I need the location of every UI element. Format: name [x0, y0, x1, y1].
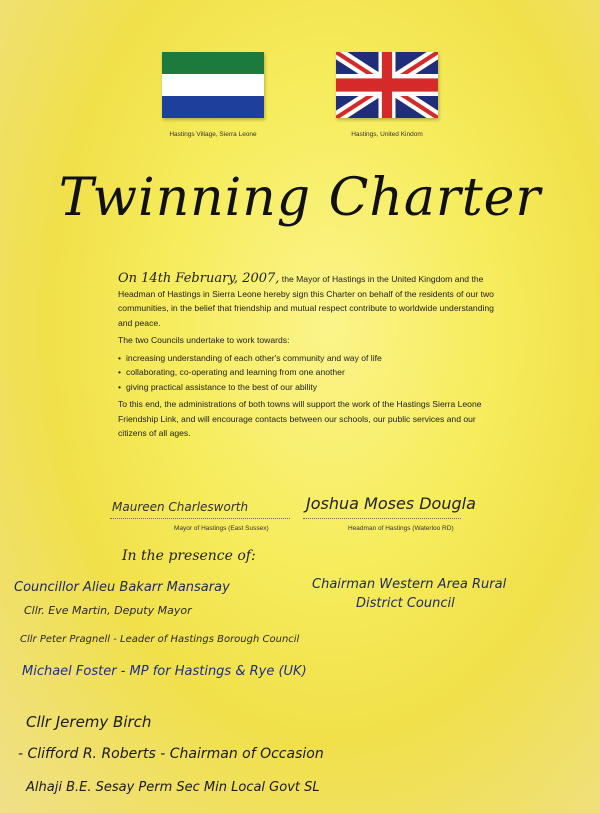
mayor-caption: Mayor of Hastings (East Sussex)	[174, 525, 269, 532]
mayor-signature-line	[110, 518, 290, 520]
witness-5: Cllr Peter Pragnell - Leader of Hastings Borough Council	[20, 634, 300, 645]
witness-7: Cllr Jeremy Birch	[26, 713, 152, 731]
headman-caption: Headman of Hastings (Waterloo RD)	[348, 525, 454, 532]
date-lead: On 14th February, 2007,	[118, 271, 280, 286]
closing-paragraph: To this end, the administrations of both towns will support the work of the Hastings Sierra Leone Friendship Link, and will encourage contacts between our schools, our public services and our citizens of all ages.	[118, 399, 482, 438]
list-item: • increasing understanding of each other's community and way of life	[118, 351, 498, 366]
undertaking-list	[118, 351, 498, 395]
headman-signature: Joshua Moses Dougla	[306, 494, 476, 513]
intro-text: the Mayor of Hastings in the United Kingdom and the Headman of Hastings in Sierra Leone hereby sign this Charter on behalf of the residents of our two communities, in the belief that friendship and mutual respect contribute to worldwide understanding and peace.	[118, 274, 494, 328]
sierra-leone-caption: Hastings Village, Sierra Leone	[169, 131, 257, 138]
witness-8: - Clifford R. Roberts - Chairman of Occasion	[18, 746, 324, 762]
witness-4: Cllr. Eve Martin, Deputy Mayor	[24, 604, 192, 617]
list-item: • collaborating, co-operating and learning from one another	[118, 365, 498, 380]
presence-heading: In the presence of:	[122, 548, 256, 564]
witness-1: Councillor Alieu Bakarr Mansaray	[14, 580, 230, 595]
mayor-signature: Maureen Charlesworth	[112, 500, 249, 514]
united-kingdom-caption: Hastings, United Kindom	[351, 131, 423, 138]
witness-3: District Council	[356, 596, 455, 611]
headman-signature-line	[303, 518, 461, 520]
charter-title: Twinning Charter	[58, 168, 542, 228]
witness-9: Alhaji B.E. Sesay Perm Sec Min Local Govt SL	[26, 780, 320, 795]
intro-paragraph	[118, 272, 498, 330]
list-item: • giving practical assistance to the best of our ability	[118, 380, 498, 395]
witness-6: Michael Foster - MP for Hastings & Rye (UK)	[22, 664, 307, 679]
undertake-text: The two Councils undertake to work towards:	[118, 335, 290, 345]
sierra-leone-flag	[162, 52, 264, 118]
witness-2: Chairman Western Area Rural	[312, 577, 507, 592]
charter-body	[118, 272, 498, 444]
united-kingdom-flag	[336, 52, 438, 118]
